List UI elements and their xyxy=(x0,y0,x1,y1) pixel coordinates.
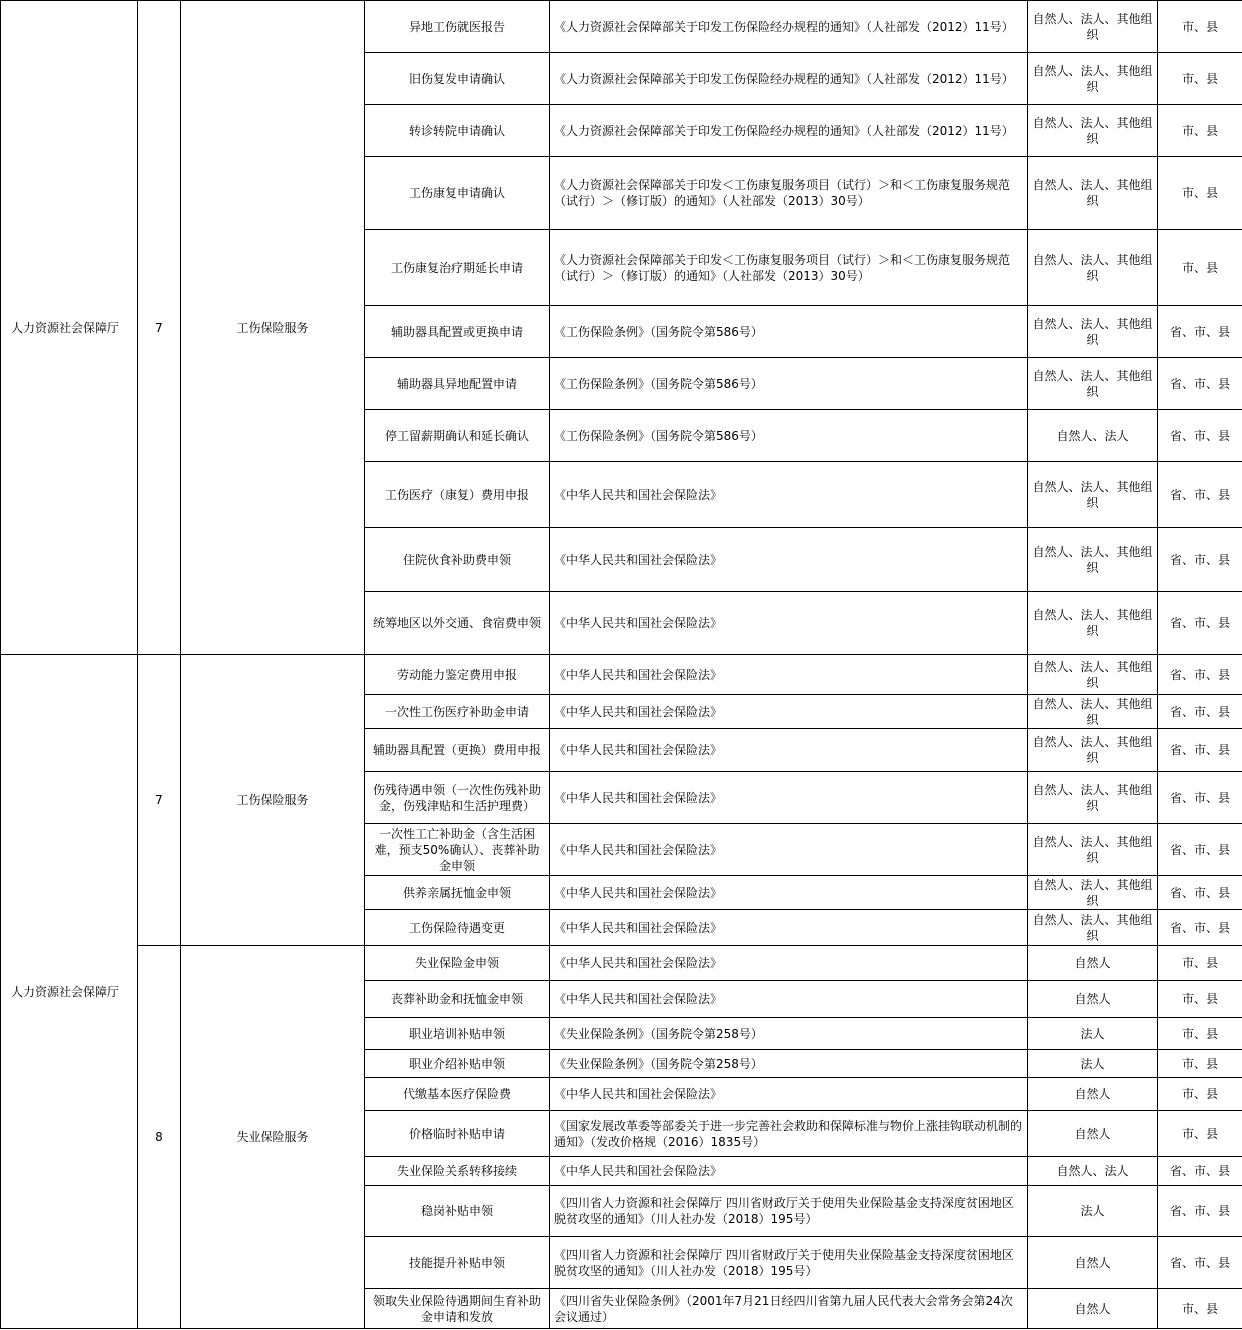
service-level-cell: 省、市、县 xyxy=(1158,410,1242,462)
item-name-cell: 稳岗补贴申领 xyxy=(365,1186,550,1237)
item-name-cell: 职业培训补贴申领 xyxy=(365,1018,550,1050)
service-target-cell: 法人 xyxy=(1028,1050,1158,1078)
service-target-cell: 自然人 xyxy=(1028,981,1158,1018)
service-target-cell: 自然人、法人、其他组织 xyxy=(1028,1,1158,53)
service-level-cell: 省、市、县 xyxy=(1158,462,1242,528)
service-level-cell: 省、市、县 xyxy=(1158,824,1242,876)
legal-basis-cell: 《工伤保险条例》（国务院令第586号） xyxy=(550,358,1028,410)
legal-basis-cell: 《四川省失业保险条例》（2001年7月21日经四川省第九届人民代表大会常务会第24次会议通过） xyxy=(550,1289,1028,1329)
item-name-cell: 一次性工亡补助金（含生活困难，预支50%确认）、丧葬补助金申领 xyxy=(365,824,550,876)
legal-basis-cell: 《中华人民共和国社会保险法》 xyxy=(550,655,1028,695)
service-level-cell: 市、县 xyxy=(1158,105,1242,157)
service-target-cell: 自然人、法人、其他组织 xyxy=(1028,772,1158,824)
item-name-cell: 领取失业保险待遇期间生育补助金申请和发放 xyxy=(365,1289,550,1329)
legal-basis-cell: 《失业保险条例》（国务院令第258号） xyxy=(550,1018,1028,1050)
item-name-cell: 代缴基本医疗保险费 xyxy=(365,1078,550,1111)
category-name-cell: 工伤保险服务 xyxy=(181,1,365,655)
table-row xyxy=(1,946,1242,981)
service-level-cell: 省、市、县 xyxy=(1158,876,1242,910)
legal-basis-cell: 《中华人民共和国社会保险法》 xyxy=(550,592,1028,655)
legal-basis-cell: 《失业保险条例》（国务院令第258号） xyxy=(550,1050,1028,1078)
service-level-cell: 市、县 xyxy=(1158,1111,1242,1157)
item-name-cell: 工伤康复治疗期延长申请 xyxy=(365,230,550,306)
service-level-cell: 市、县 xyxy=(1158,981,1242,1018)
table-row xyxy=(1,655,1242,695)
item-name-cell: 转诊转院申请确认 xyxy=(365,105,550,157)
service-level-cell: 省、市、县 xyxy=(1158,729,1242,772)
item-name-cell: 一次性工伤医疗补助金申请 xyxy=(365,695,550,729)
service-target-cell: 自然人、法人 xyxy=(1028,1157,1158,1186)
item-name-cell: 伤残待遇申领（一次性伤残补助金，伤残津贴和生活护理费） xyxy=(365,772,550,824)
service-target-cell: 自然人、法人、其他组织 xyxy=(1028,230,1158,306)
item-name-cell: 住院伙食补助费申领 xyxy=(365,528,550,592)
legal-basis-cell: 《中华人民共和国社会保险法》 xyxy=(550,772,1028,824)
service-level-cell: 市、县 xyxy=(1158,1018,1242,1050)
legal-basis-cell: 《中华人民共和国社会保险法》 xyxy=(550,1078,1028,1111)
service-level-cell: 省、市、县 xyxy=(1158,1157,1242,1186)
service-target-cell: 自然人、法人、其他组织 xyxy=(1028,462,1158,528)
legal-basis-cell: 《中华人民共和国社会保险法》 xyxy=(550,981,1028,1018)
item-name-cell: 失业保险金申领 xyxy=(365,946,550,981)
item-name-cell: 辅助器具配置（更换）费用申报 xyxy=(365,729,550,772)
service-level-cell: 市、县 xyxy=(1158,230,1242,306)
table-row xyxy=(1,1,1242,53)
service-level-cell: 市、县 xyxy=(1158,1078,1242,1111)
item-name-cell: 工伤医疗（康复）费用申报 xyxy=(365,462,550,528)
category-number-cell: 8 xyxy=(138,946,181,1329)
item-name-cell: 停工留薪期确认和延长确认 xyxy=(365,410,550,462)
item-name-cell: 技能提升补贴申领 xyxy=(365,1237,550,1289)
service-target-cell: 自然人、法人、其他组织 xyxy=(1028,655,1158,695)
item-name-cell: 辅助器具异地配置申请 xyxy=(365,358,550,410)
service-target-cell: 自然人、法人、其他组织 xyxy=(1028,157,1158,230)
service-target-cell: 自然人、法人、其他组织 xyxy=(1028,105,1158,157)
service-target-cell: 自然人、法人、其他组织 xyxy=(1028,306,1158,358)
service-target-cell: 法人 xyxy=(1028,1018,1158,1050)
table-body xyxy=(1,1,1242,1329)
service-target-cell: 自然人、法人、其他组织 xyxy=(1028,695,1158,729)
legal-basis-cell: 《中华人民共和国社会保险法》 xyxy=(550,695,1028,729)
service-level-cell: 市、县 xyxy=(1158,1289,1242,1329)
legal-basis-cell: 《中华人民共和国社会保险法》 xyxy=(550,528,1028,592)
legal-basis-cell: 《中华人民共和国社会保险法》 xyxy=(550,824,1028,876)
service-level-cell: 市、县 xyxy=(1158,157,1242,230)
service-level-cell: 省、市、县 xyxy=(1158,772,1242,824)
service-target-cell: 自然人、法人、其他组织 xyxy=(1028,358,1158,410)
legal-basis-cell: 《工伤保险条例》（国务院令第586号） xyxy=(550,410,1028,462)
item-name-cell: 工伤保险待遇变更 xyxy=(365,910,550,946)
service-level-cell: 市、县 xyxy=(1158,53,1242,105)
item-name-cell: 统筹地区以外交通、食宿费申领 xyxy=(365,592,550,655)
service-level-cell: 省、市、县 xyxy=(1158,306,1242,358)
item-name-cell: 劳动能力鉴定费用申报 xyxy=(365,655,550,695)
service-level-cell: 省、市、县 xyxy=(1158,528,1242,592)
service-level-cell: 省、市、县 xyxy=(1158,655,1242,695)
category-number-cell: 7 xyxy=(138,655,181,946)
item-name-cell: 工伤康复申请确认 xyxy=(365,157,550,230)
service-level-cell: 市、县 xyxy=(1158,946,1242,981)
legal-basis-cell: 《人力资源社会保障部关于印发＜工伤康复服务项目（试行）＞和＜工伤康复服务规范（试行）＞（修订版）的通知》（人社部发（2013）30号） xyxy=(550,230,1028,306)
service-target-cell: 自然人、法人、其他组织 xyxy=(1028,876,1158,910)
service-level-cell: 省、市、县 xyxy=(1158,592,1242,655)
item-name-cell: 失业保险关系转移接续 xyxy=(365,1157,550,1186)
service-target-cell: 自然人、法人 xyxy=(1028,410,1158,462)
legal-basis-cell: 《中华人民共和国社会保险法》 xyxy=(550,910,1028,946)
department-cell: 人力资源社会保障厅 xyxy=(1,1,138,655)
service-level-cell: 市、县 xyxy=(1158,1050,1242,1078)
service-level-cell: 省、市、县 xyxy=(1158,1237,1242,1289)
service-target-cell: 自然人 xyxy=(1028,1111,1158,1157)
service-target-cell: 自然人、法人、其他组织 xyxy=(1028,824,1158,876)
item-name-cell: 丧葬补助金和抚恤金申领 xyxy=(365,981,550,1018)
legal-basis-cell: 《中华人民共和国社会保险法》 xyxy=(550,729,1028,772)
service-level-cell: 省、市、县 xyxy=(1158,910,1242,946)
service-target-cell: 法人 xyxy=(1028,1186,1158,1237)
legal-basis-cell: 《中华人民共和国社会保险法》 xyxy=(550,1157,1028,1186)
service-target-cell: 自然人 xyxy=(1028,1078,1158,1111)
legal-basis-cell: 《国家发展改革委等部委关于进一步完善社会救助和保障标准与物价上涨挂钩联动机制的通知》（发改价格规（2016）1835号） xyxy=(550,1111,1028,1157)
department-cell: 人力资源社会保障厅 xyxy=(1,655,138,1329)
legal-basis-cell: 《人力资源社会保障部关于印发工伤保险经办规程的通知》（人社部发（2012）11号） xyxy=(550,53,1028,105)
service-target-cell: 自然人、法人、其他组织 xyxy=(1028,528,1158,592)
service-target-cell: 自然人、法人、其他组织 xyxy=(1028,729,1158,772)
service-target-cell: 自然人、法人、其他组织 xyxy=(1028,53,1158,105)
service-level-cell: 市、县 xyxy=(1158,1,1242,53)
item-name-cell: 旧伤复发申请确认 xyxy=(365,53,550,105)
service-target-cell: 自然人、法人、其他组织 xyxy=(1028,592,1158,655)
legal-basis-cell: 《中华人民共和国社会保险法》 xyxy=(550,876,1028,910)
service-level-cell: 省、市、县 xyxy=(1158,1186,1242,1237)
legal-basis-cell: 《人力资源社会保障部关于印发工伤保险经办规程的通知》（人社部发（2012）11号） xyxy=(550,105,1028,157)
service-target-cell: 自然人 xyxy=(1028,946,1158,981)
category-name-cell: 失业保险服务 xyxy=(181,946,365,1329)
service-target-cell: 自然人 xyxy=(1028,1289,1158,1329)
item-name-cell: 异地工伤就医报告 xyxy=(365,1,550,53)
legal-basis-cell: 《中华人民共和国社会保险法》 xyxy=(550,462,1028,528)
service-target-cell: 自然人、法人、其他组织 xyxy=(1028,910,1158,946)
category-name-cell: 工伤保险服务 xyxy=(181,655,365,946)
legal-basis-cell: 《中华人民共和国社会保险法》 xyxy=(550,946,1028,981)
service-target-cell: 自然人 xyxy=(1028,1237,1158,1289)
category-number-cell: 7 xyxy=(138,1,181,655)
item-name-cell: 职业介绍补贴申领 xyxy=(365,1050,550,1078)
legal-basis-cell: 《人力资源社会保障部关于印发工伤保险经办规程的通知》（人社部发（2012）11号） xyxy=(550,1,1028,53)
legal-basis-cell: 《四川省人力资源和社会保障厅 四川省财政厅关于使用失业保险基金支持深度贫困地区脱贫攻坚的通知》（川人社办发（2018）195号） xyxy=(550,1186,1028,1237)
item-name-cell: 供养亲属抚恤金申领 xyxy=(365,876,550,910)
legal-basis-cell: 《人力资源社会保障部关于印发＜工伤康复服务项目（试行）＞和＜工伤康复服务规范（试行）＞（修订版）的通知》（人社部发（2013）30号） xyxy=(550,157,1028,230)
item-name-cell: 辅助器具配置或更换申请 xyxy=(365,306,550,358)
service-level-cell: 省、市、县 xyxy=(1158,358,1242,410)
legal-basis-cell: 《四川省人力资源和社会保障厅 四川省财政厅关于使用失业保险基金支持深度贫困地区脱贫攻坚的通知》（川人社办发（2018）195号） xyxy=(550,1237,1028,1289)
legal-basis-cell: 《工伤保险条例》（国务院令第586号） xyxy=(550,306,1028,358)
service-level-cell: 省、市、县 xyxy=(1158,695,1242,729)
item-name-cell: 价格临时补贴申请 xyxy=(365,1111,550,1157)
